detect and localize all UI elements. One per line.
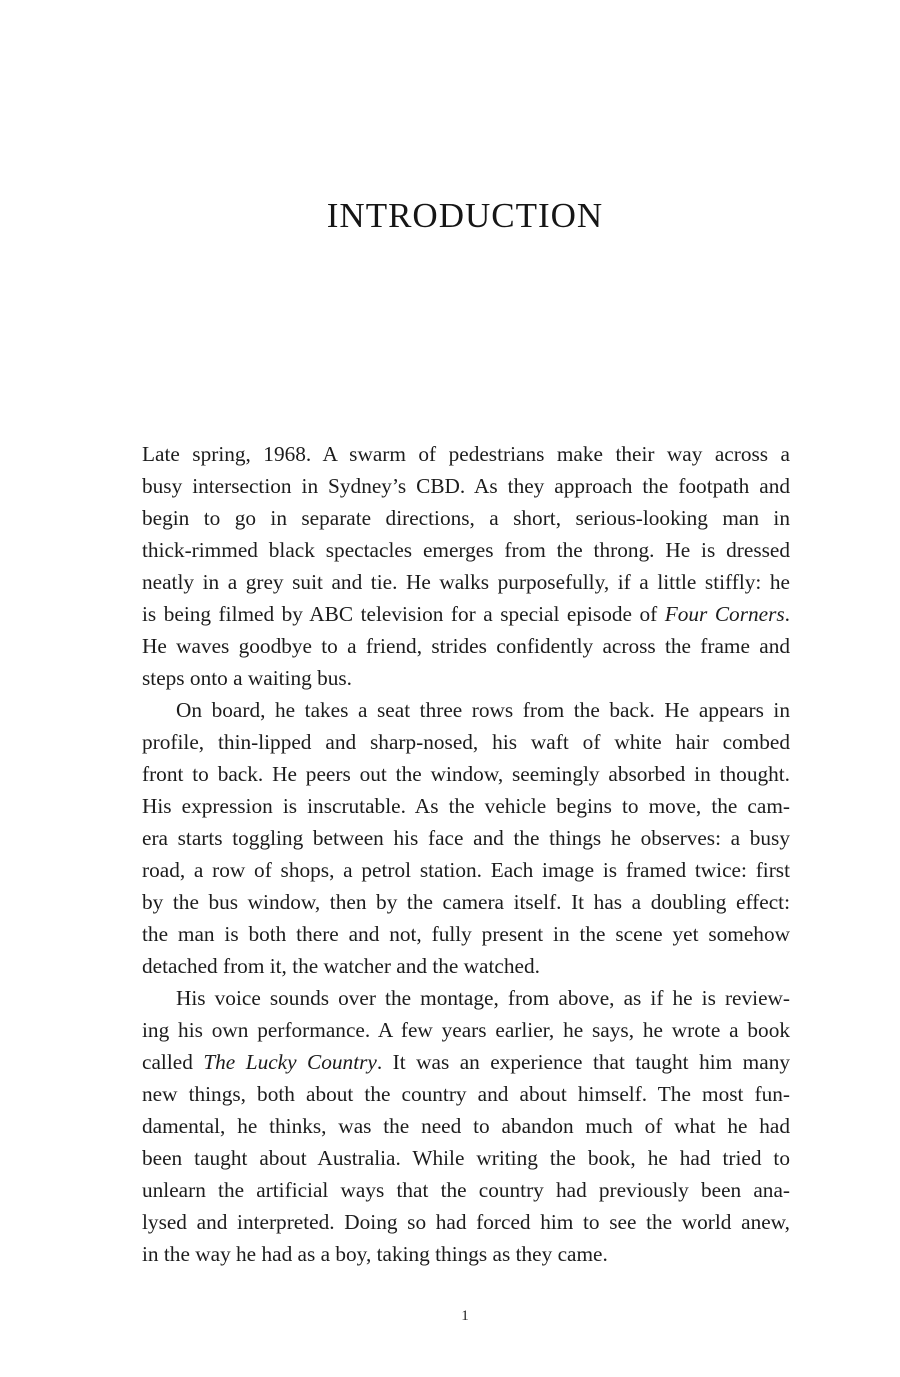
text-line: front to back. He peers out the window, seemingly absorbed in thought. (142, 762, 790, 786)
paragraph (142, 694, 790, 982)
body-text (142, 438, 790, 1270)
text-line: by the bus window, then by the camera itself. It has a doubling effect: (142, 890, 790, 914)
text-line: thick-rimmed black spectacles emerges from the throng. He is dressed (142, 538, 790, 562)
text-line: detached from it, the watcher and the watched. (142, 954, 540, 978)
text-line: unlearn the artificial ways that the country had previously been ana- (142, 1178, 790, 1202)
text-line: busy intersection in Sydney’s CBD. As they approach the footpath and (142, 474, 790, 498)
text-line: His voice sounds over the montage, from above, as if he is review- (176, 986, 790, 1010)
text-line: in the way he had as a boy, taking things as they came. (142, 1242, 608, 1266)
text-line: been taught about Australia. While writing the book, he had tried to (142, 1146, 790, 1170)
italic-title: The Lucky Country (203, 1050, 377, 1074)
text-line: the man is both there and not, fully present in the scene yet somehow (142, 922, 790, 946)
text-line: era starts toggling between his face and the things he observes: a busy (142, 826, 790, 850)
text-line: His expression is inscrutable. As the vehicle begins to move, the cam- (142, 794, 790, 818)
text-line: On board, he takes a seat three rows from the back. He appears in (176, 698, 790, 722)
text-line: profile, thin-lipped and sharp-nosed, his waft of white hair combed (142, 730, 790, 754)
text-line: is being filmed by ABC television for a special episode of Four Corners. (142, 602, 790, 626)
text-line: He waves goodbye to a friend, strides confidently across the frame and (142, 634, 790, 658)
text-line: new things, both about the country and about himself. The most fun- (142, 1082, 790, 1106)
text-line: steps onto a waiting bus. (142, 666, 352, 690)
text-line: Late spring, 1968. A swarm of pedestrians make their way across a (142, 442, 790, 466)
text-line: neatly in a grey suit and tie. He walks purposefully, if a little stiffly: he (142, 570, 790, 594)
text-line: begin to go in separate directions, a short, serious-looking man in (142, 506, 790, 530)
page-number: 1 (461, 1308, 469, 1324)
text-line: ing his own performance. A few years earlier, he says, he wrote a book (142, 1018, 790, 1042)
paragraph (142, 982, 790, 1270)
chapter-title: INTRODUCTION (326, 196, 604, 235)
italic-title: Four Corners (664, 602, 785, 626)
text-line: road, a row of shops, a petrol station. Each image is framed twice: first (142, 858, 790, 882)
text-line: lysed and interpreted. Doing so had forced him to see the world anew, (142, 1210, 790, 1234)
text-line: called The Lucky Country. It was an experience that taught him many (142, 1050, 790, 1074)
paragraph (142, 438, 790, 694)
text-line: damental, he thinks, was the need to abandon much of what he had (142, 1114, 790, 1138)
